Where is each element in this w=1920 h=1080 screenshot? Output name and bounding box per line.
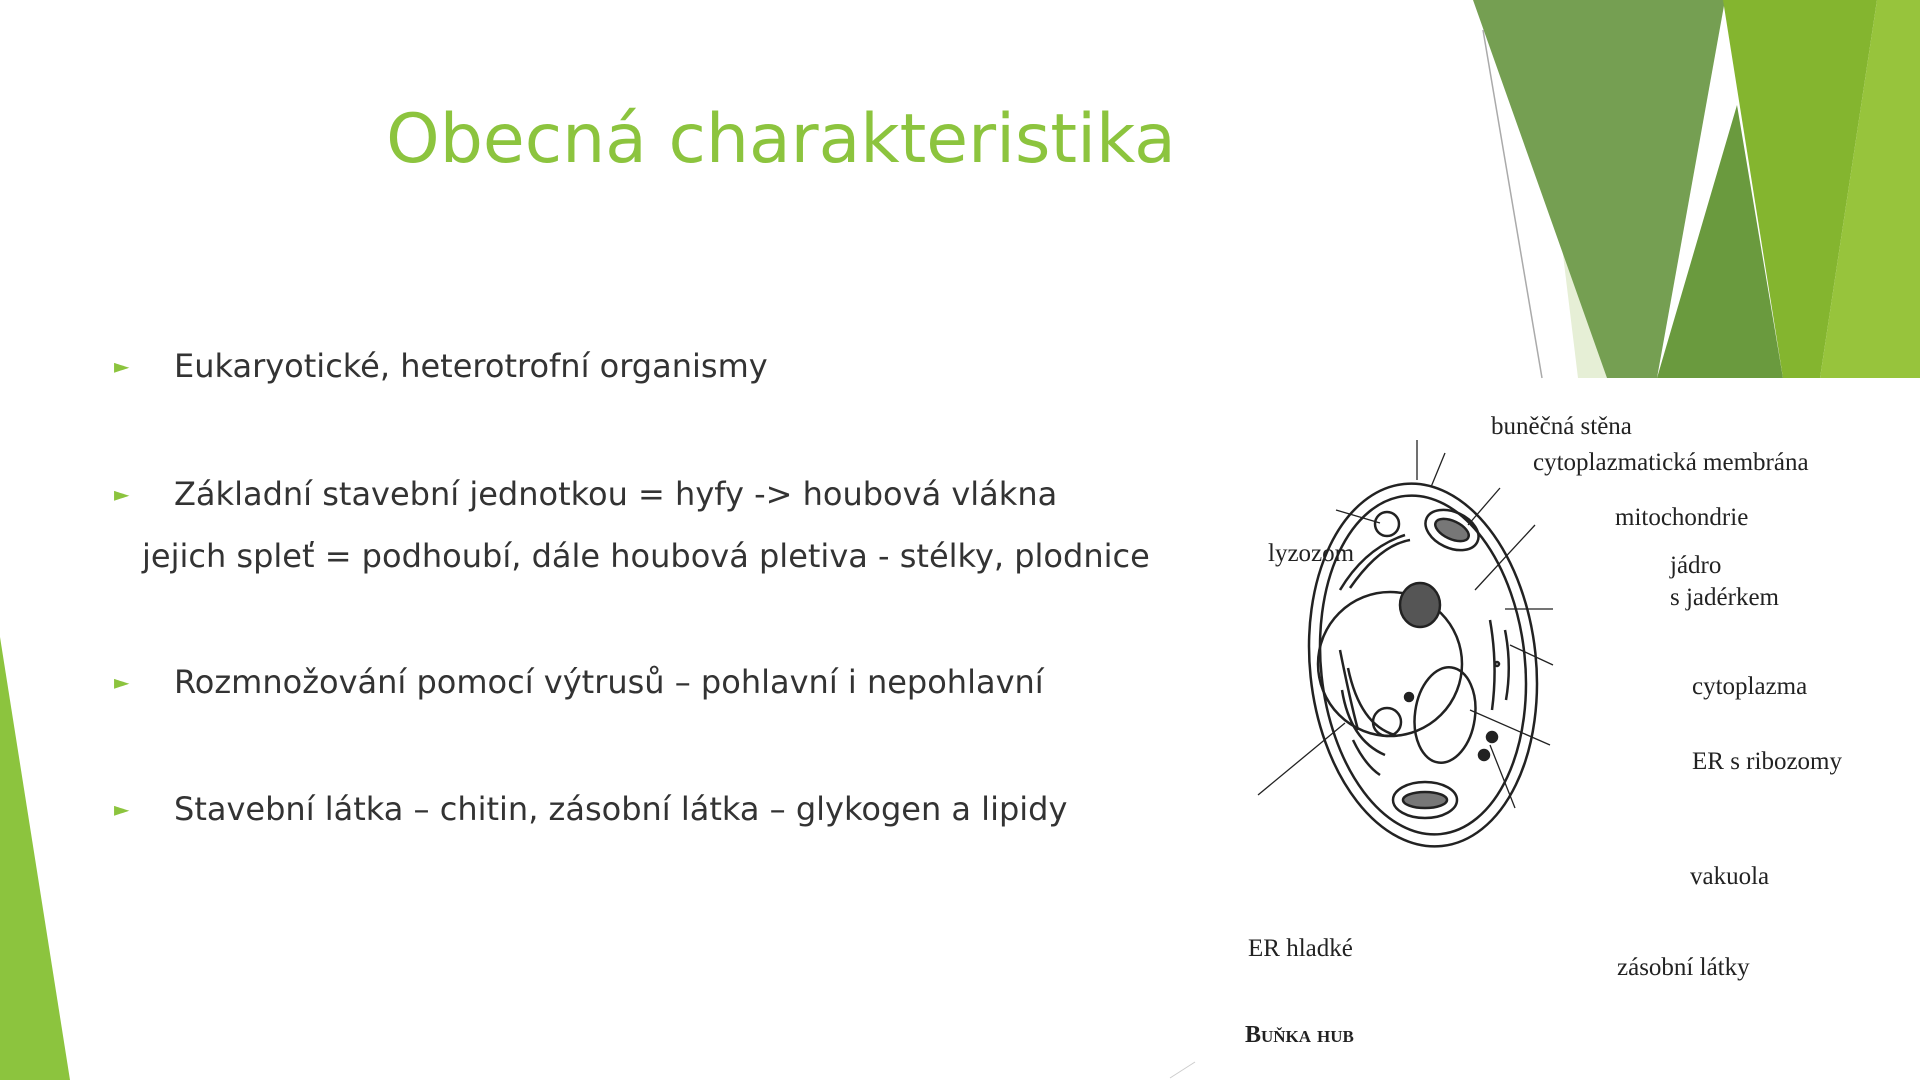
label-nucleolus: s jadérkem <box>1670 584 1779 611</box>
label-nucleus: jádro <box>1670 552 1722 579</box>
bullet-text: Eukaryotické, heterotrofní organismy <box>174 347 768 385</box>
diagram-caption: Buňka hub <box>1245 1022 1354 1048</box>
triangle-bullet-icon: ► <box>114 354 130 378</box>
triangle-bullet-icon: ► <box>114 482 130 506</box>
bullet-text: Stavební látka – chitin, zásobní látka – glykogen a lipidy <box>174 790 1068 828</box>
triangle-bullet-icon: ► <box>114 797 130 821</box>
label-mitochondria: mitochondrie <box>1615 504 1749 531</box>
label-membrane: cytoplazmatická membrána <box>1533 449 1809 476</box>
fungal-cell-diagram <box>1258 440 1554 858</box>
label-storage: zásobní látky <box>1617 954 1750 981</box>
bg-shape-left <box>0 637 70 1080</box>
slide-title: Obecná charakteristika <box>386 100 1176 179</box>
triangle-bullet-icon: ► <box>114 670 130 694</box>
bullet-item <box>114 475 1057 513</box>
label-cytoplasm: cytoplazma <box>1692 673 1808 700</box>
label-rough-er: ER s ribozomy <box>1692 748 1842 775</box>
label-smooth-er: ER hladké <box>1248 935 1353 962</box>
label-cell-wall: buněčná stěna <box>1491 413 1632 440</box>
bullet-text: Rozmnožování pomocí výtrusů – pohlavní i nepohlavní <box>174 663 1044 701</box>
bullet-continuation: jejich spleť = podhoubí, dále houbová pletiva - stélky, plodnice <box>142 537 1150 575</box>
bullet-item <box>114 347 768 385</box>
label-vacuole: vakuola <box>1690 863 1770 890</box>
bullet-item <box>114 790 1067 828</box>
bullet-text: Základní stavební jednotkou = hyfy -> houbová vlákna <box>174 475 1058 513</box>
bullet-item <box>114 663 1044 701</box>
label-lysosome: lyzozom <box>1268 540 1355 567</box>
